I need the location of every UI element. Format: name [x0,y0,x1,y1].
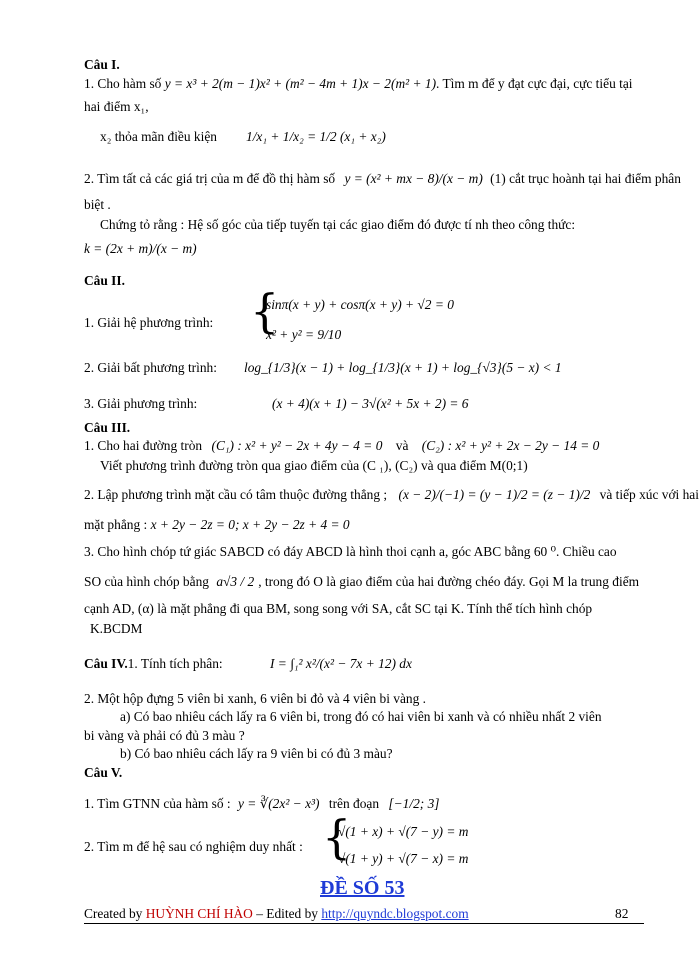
cau-3-p3-line2-b: , trong đó O là giao điểm của hai đường chéo đáy. Gọi M la trung điểm [258,574,640,589]
cau-2-p3-eq: (x + 4)(x + 1) − 3√(x² + 5x + 2) = 6 [272,396,469,411]
cau-3-p3-line1: 3. Cho hình chóp tứ giác SABCD có đáy ABCD là hình thoi cạnh a, góc ABC bằng 60 ⁰. Chiều cao [84,544,617,559]
exam-title: ĐỀ SỐ 53 [320,877,405,899]
footer-divider [84,923,644,924]
system-brace-icon: { [250,284,280,338]
cau-2-heading: Câu II. [84,273,125,288]
cau-3-p1-circle-1: (C₁) : x² + y² − 2x + 4y − 4 = 0 [211,438,383,453]
footer-author: HUỲNH CHÍ HÀO [145,906,253,921]
cau-5-p2-text: 2. Tìm m để hệ sau có nghiệm duy nhất : [84,839,303,854]
cau-3-p1-and: và [395,438,409,453]
cau-3-p2-tail: và tiếp xúc với hai [599,487,699,502]
cau-3-p2-text: 2. Lập phương trình mặt cầu có tâm thuộc đường thẳng ; [84,487,388,502]
cau-3-p1-text: 1. Cho hai đường tròn [84,438,203,453]
cau-1-p1-formula: y = x³ + 2(m − 1)x² + (m² − 4m + 1)x − 2(m² + 1) [164,76,437,91]
cau-2-p1-eq1: sinπ(x + y) + cosπ(x + y) + √2 = 0 [266,297,454,312]
cau-4-p2-b: b) Có bao nhiêu cách lấy ra 9 viên bi có đủ 3 màu? [120,746,393,761]
footer-prefix: Created by [84,906,143,921]
cau-3-p1-circle-2: (C₂) : x² + y² + 2x − 2y − 14 = 0 [421,438,600,453]
footer-mid: – Edited by [256,906,318,921]
cau-1-p1-tail: . Tìm m để y đạt cực đại, cực tiểu tại [436,76,633,91]
cau-1-p2-k-formula: k = (2x + m)/(x − m) [84,241,197,256]
cau-5-p1-function: y = ∛(2x² − x³) [238,796,320,811]
cau-1-p1-condition: 1/x₁ + 1/x₂ = 1/2 (x₁ + x₂) [246,129,386,144]
cau-3-heading: Câu III. [84,420,131,435]
cau-1-p1-line3: x₂ thỏa mãn điều kiện [100,129,217,144]
cau-3-p2-line2-text: mặt phẳng : [84,517,148,532]
cau-1-p1-text: 1. Cho hàm số [84,76,162,91]
cau-2-p1-eq2: x² + y² = 9/10 [266,327,342,342]
cau-5-p1-text: 1. Tìm GTNN của hàm số : [84,796,231,811]
cau-4-p2-a-line1: a) Có bao nhiêu cách lấy ra 6 viên bi, trong đó có hai viên bi xanh và có nhiều nhất 2 viên [120,709,602,724]
cau-5-p2-eq1: √(1 + x) + √(7 − y) = m [338,824,469,839]
cau-3-p3-height-frac: a√3 / 2 [216,574,255,589]
cau-2-p2-eq: log_{1/3}(x − 1) + log_{1/3}(x + 1) + log_{√3}(5 − x) < 1 [244,360,562,375]
cau-1-p2-line3: Chứng tỏ rằng : Hệ số góc của tiếp tuyến tại các giao điểm đó được tí nh theo công thức: [100,217,576,232]
cau-1-problem-2 [84,170,681,187]
cau-1-p2-text: 2. Tìm tất cả các giá trị của m để đồ thị hàm số [84,171,336,186]
cau-1-p2-line2: biệt . [84,197,111,212]
cau-1-p1-line2: hai điểm x₁, [84,99,149,114]
cau-4-problem-1 [84,655,223,672]
cau-3-p3-line2 [84,573,639,590]
cau-3-p2-line2 [84,516,350,533]
cau-5-p1-interval: [−1/2; 3] [388,796,440,811]
cau-2-p2-text: 2. Giải bất phương trình: [84,360,217,375]
cau-3-p3-line3: cạnh AD, (α) là mặt phẳng đi qua BM, song song với SA, cắt SC tại K. Tính thể tích hình chóp [84,601,593,616]
cau-5-problem-1 [84,795,439,812]
cau-1-p2-tail: (1) cắt trục hoành tại hai điểm phân [490,171,681,186]
cau-3-problem-1 [84,437,599,454]
footer-link[interactable]: http://quyndc.blogspot.com [321,906,469,921]
cau-3-problem-2 [84,486,699,503]
cau-2-p1-text: 1. Giải hệ phương trình: [84,315,214,330]
cau-5-heading: Câu V. [84,765,123,780]
cau-4-p2-a-line2: bi vàng và phải có đủ 3 màu ? [84,728,245,743]
system-brace-icon: { [322,810,352,864]
cau-4-heading: Câu IV. [84,656,128,671]
cau-1-problem-1 [84,75,633,92]
cau-4-p1-text: 1. Tính tích phân: [127,656,223,671]
cau-5-p2-eq2: √(1 + y) + √(7 − x) = m [338,851,469,866]
cau-3-p2-planes: x + 2y − 2z = 0; x + 2y − 2z + 4 = 0 [150,517,350,532]
page-number: 82 [615,906,629,921]
cau-1-heading: Câu I. [84,57,120,72]
cau-5-p1-mid: trên đoạn [328,796,380,811]
cau-3-p3-line4: K.BCDM [90,621,143,636]
footer [84,906,469,922]
cau-2-p3-text: 3. Giải phương trình: [84,396,198,411]
cau-1-p2-function: y = (x² + mx − 8)/(x − m) [344,171,483,186]
cau-3-p3-line2-a: SO của hình chóp bằng [84,574,209,589]
cau-3-p2-line-eq: (x − 2)/(−1) = (y − 1)/2 = (z − 1)/2 [398,487,591,502]
cau-4-p2-line1: 2. Một hộp đựng 5 viên bi xanh, 6 viên bi đỏ và 4 viên bi vàng . [84,691,426,706]
cau-3-p1-line2: Viết phương trình đường tròn qua giao điểm của (C ₁), (C₂) và qua điểm M(0;1) [100,458,528,473]
cau-4-p1-integral: I = ∫₁² x²/(x² − 7x + 12) dx [270,656,412,671]
